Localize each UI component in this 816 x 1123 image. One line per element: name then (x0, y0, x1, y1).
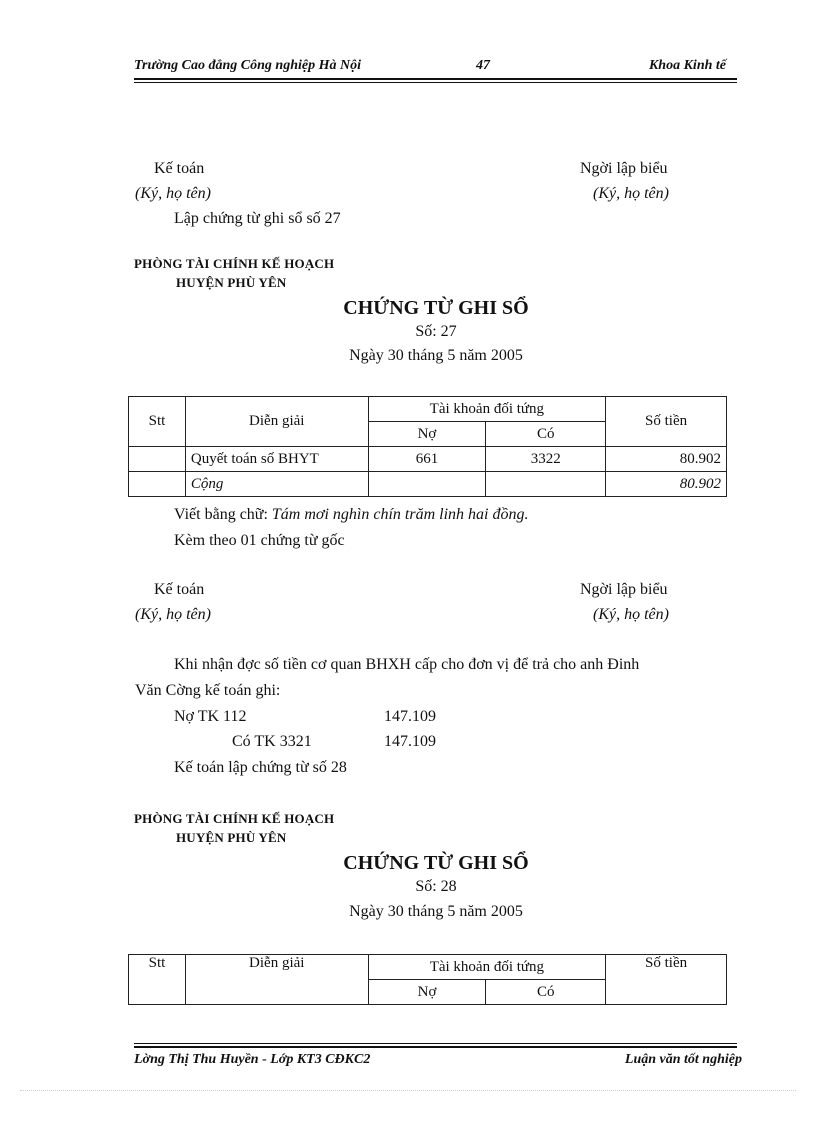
col-header-account: Tài khoản đối tứng (368, 397, 606, 422)
page-number: 47 (476, 58, 490, 73)
sig1-left-note: (Ký, họ tên) (135, 185, 211, 202)
col-header-amount: Số tiền (606, 955, 727, 1005)
attachment-note: Kèm theo 01 chứng từ gốc (174, 532, 345, 549)
col-header-stt: Stt (129, 955, 186, 1005)
row-stt (129, 447, 186, 472)
row-debit: 661 (368, 447, 486, 472)
header-faculty: Khoa Kinh tế (648, 58, 726, 73)
voucher1-number: Số: 27 (415, 323, 457, 340)
col-header-stt: Stt (129, 397, 186, 447)
col-header-amount: Số tiền (606, 397, 727, 447)
footer-rule-thin (134, 1043, 737, 1044)
sig2-right-title: Ngời lập biểu (580, 581, 668, 598)
total-amount: 80.902 (606, 472, 727, 497)
voucher2-date: Ngày 30 tháng 5 năm 2005 (349, 903, 523, 920)
footer-thesis: Luận văn tốt nghiệp (624, 1052, 742, 1067)
sig1-right-title: Ngời lập biểu (580, 160, 668, 177)
amount-in-words-label: Viết bằng chữ: (174, 506, 272, 523)
paragraph-line2: Văn Cờng kế toán ghi: (135, 682, 281, 699)
col-header-debit: Nợ (368, 980, 486, 1005)
voucher2-org-line1: PHÒNG TÀI CHÍNH KẾ HOẠCH (134, 811, 335, 826)
entry-credit-amount: 147.109 (384, 733, 436, 750)
voucher2-title: CHỨNG TỪ GHI SỔ (343, 852, 529, 874)
header-rule-thick (134, 78, 737, 80)
voucher2-number: Số: 28 (415, 878, 457, 895)
entry-credit-label: Có TK 3321 (232, 733, 312, 750)
total-debit (368, 472, 486, 497)
col-header-account: Tài khoản đối tứng (368, 955, 606, 980)
footer-author: Lờng Thị Thu Huyền - Lớp KT3 CĐKC2 (134, 1052, 371, 1067)
col-header-credit: Có (486, 422, 606, 447)
header-rule-thin (134, 82, 737, 83)
table-row (129, 447, 727, 472)
page-bottom-divider (20, 1090, 796, 1091)
row-amount: 80.902 (606, 447, 727, 472)
total-label: Cộng (185, 472, 368, 497)
col-header-desc: Diễn giải (185, 955, 368, 1005)
entry-debit-label: Nợ TK 112 (174, 708, 247, 725)
total-stt (129, 472, 186, 497)
row-desc: Quyết toán số BHYT (185, 447, 368, 472)
total-row (129, 472, 727, 497)
paragraph-line1: Khi nhận đợc số tiền cơ quan BHXH cấp cho đơn vị để trả cho anh Đinh (174, 656, 640, 673)
voucher1-table (128, 396, 727, 497)
amount-in-words (174, 506, 528, 524)
voucher1-title: CHỨNG TỪ GHI SỔ (343, 297, 529, 319)
lead-voucher-27: Lập chứng từ ghi sổ số 27 (174, 210, 341, 227)
voucher2-table (128, 954, 727, 1005)
total-credit (486, 472, 606, 497)
sig1-right-note: (Ký, họ tên) (593, 185, 669, 202)
sig2-left-title: Kế toán (154, 581, 205, 598)
sig1-left-title: Kế toán (154, 160, 205, 177)
col-header-desc: Diễn giải (185, 397, 368, 447)
voucher1-org-line2: HUYỆN PHÙ YÊN (176, 275, 287, 290)
voucher1-org-line1: PHÒNG TÀI CHÍNH KẾ HOẠCH (134, 256, 335, 271)
lead-voucher-28: Kế toán lập chứng từ số 28 (174, 759, 347, 776)
entry-debit-amount: 147.109 (384, 708, 436, 725)
sig2-right-note: (Ký, họ tên) (593, 606, 669, 623)
voucher2-org-line2: HUYỆN PHÙ YÊN (176, 830, 287, 845)
header-school: Trường Cao đẳng Công nghiệp Hà Nội (134, 58, 361, 73)
voucher1-date: Ngày 30 tháng 5 năm 2005 (349, 347, 523, 364)
row-credit: 3322 (486, 447, 606, 472)
col-header-debit: Nợ (368, 422, 486, 447)
amount-in-words-value: Tám mơi nghìn chín trăm linh hai đồng. (271, 506, 529, 523)
col-header-credit: Có (486, 980, 606, 1005)
footer-rule-thick (134, 1046, 737, 1048)
sig2-left-note: (Ký, họ tên) (135, 606, 211, 623)
